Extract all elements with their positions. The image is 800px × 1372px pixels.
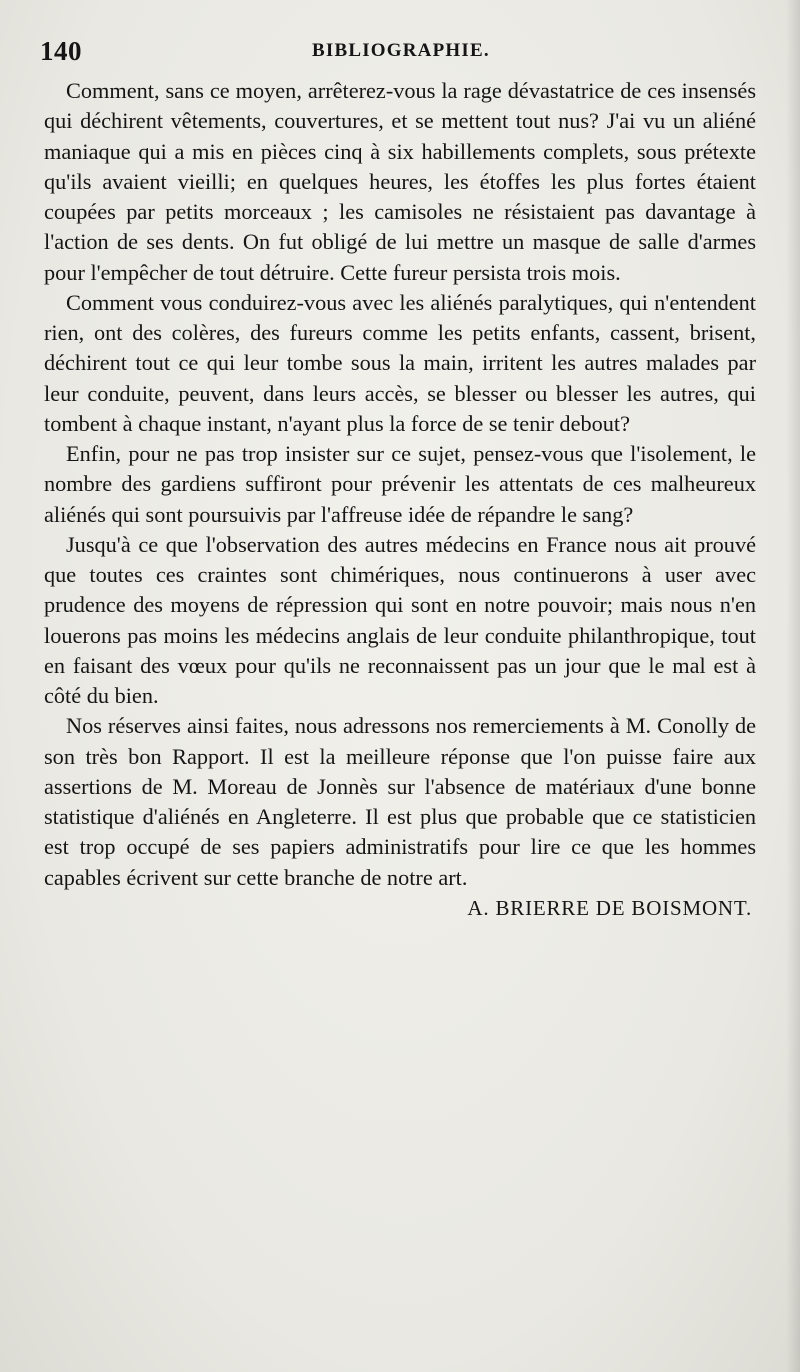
body-text — [44, 76, 756, 944]
page-edge-shadow — [786, 0, 800, 1372]
paragraph: Jusqu'à ce que l'observation des autres médecins en France nous ait prouvé que toutes ces craintes sont chimériques, nous continuerons à user avec prudence des moyens de répression qui sont en notre pouvoir; mais nous n'en louerons pas moins les médecins anglais de leur conduite philanthropique, tout en faisant des vœux pour qu'ils ne reconnaissent pas un jour que le mal est à côté du bien. — [44, 531, 756, 708]
author-signature: A. BRIERRE DE BOISMONT. — [467, 895, 752, 920]
paragraph: Nos réserves ainsi faites, nous adressons nos remerciements à M. Conolly de son très bon Rapport. Il est la meilleure réponse que l'on puisse faire aux assertions de M. Moreau de Jonnès sur l'absence de matériaux d'une bonne statistique d'aliénés en Angleterre. Il est plus que probable que ce statisticien est trop occupé de ses papiers administratifs pour lire ce que les hommes capables écrivent sur cette branche de notre art. — [44, 713, 756, 890]
paragraph: Comment, sans ce moyen, arrêterez-vous la rage dévastatrice de ces insensés qui déchirent vêtements, couvertures, et se mettent tout nus? J'ai vu un aliéné maniaque qui a mis en pièces cinq à six habillements complets, sous prétexte qu'ils avaient vieilli; en quelques heures, les étoffes les plus fortes étaient coupées par petits morceaux ; les camisoles ne résistaient pas davantage à l'action de ses dents. On fut obligé de lui mettre un masque de salle d'armes pour l'empêcher de tout détruire. Cette fureur persista trois mois. — [44, 78, 756, 285]
running-head: BIBLIOGRAPHIE. — [312, 40, 490, 61]
page-number: 140 — [40, 36, 82, 66]
paragraph: Enfin, pour ne pas trop insister sur ce sujet, pensez-vous que l'isolement, le nombre des gardiens suffiront pour prévenir les attentats de ces malheureux aliénés qui sont poursuivis par l'affreuse idée de répandre le sang? — [44, 441, 756, 527]
paragraph: Comment vous conduirez-vous avec les aliénés paralytiques, qui n'entendent rien, ont des colères, des fureurs comme les petits enfants, cassent, brisent, déchirent tout ce qui leur tombe sous la main, irritent les autres malades par leur conduite, peuvent, dans leurs accès, se blesser ou blesser les autres, qui tombent à chaque instant, n'ayant plus la force de se tenir debout? — [44, 289, 756, 436]
page-header — [40, 36, 760, 68]
